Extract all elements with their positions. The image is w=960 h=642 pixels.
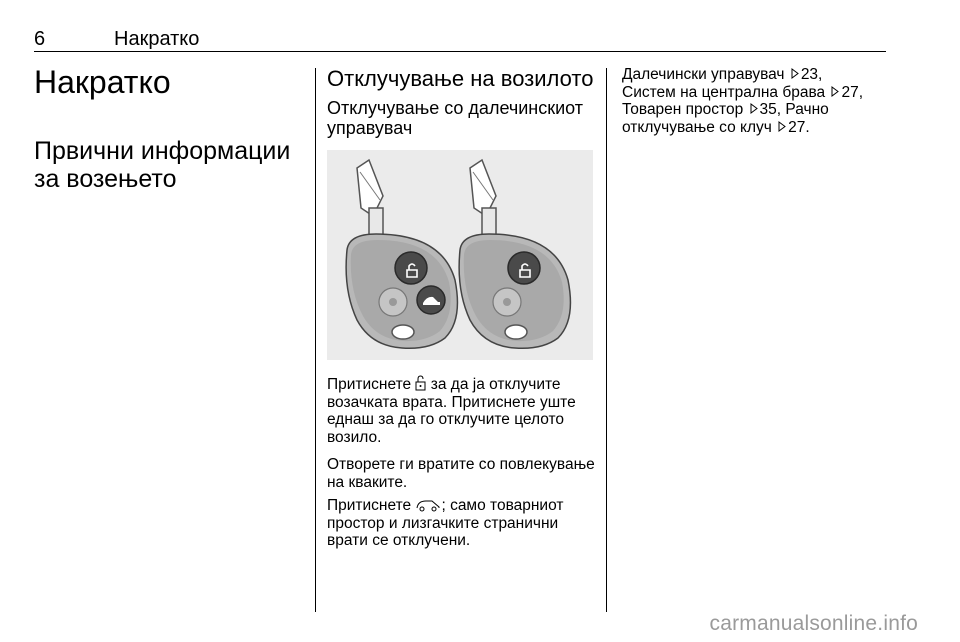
reference-page: 27. [788, 118, 810, 136]
triangle-reference-icon [750, 103, 758, 114]
watermark: carmanualsonline.info [709, 612, 918, 635]
cross-references: Далечински управувач 23, Систем на централна брава 27, Товарен простор 35, Рачно отклучување со клуч 27. [622, 66, 864, 136]
remote-unlock-subheading: Отклучување со далечинскиот управувач [327, 98, 584, 138]
page-header [34, 28, 886, 52]
reference-page: 35, Рачно отклучување со клуч [622, 101, 829, 136]
header-divider [34, 51, 886, 52]
triangle-reference-icon [791, 68, 799, 79]
page-number: 6 [34, 28, 46, 50]
column-divider-2 [606, 68, 607, 612]
section-subtitle: Првични информации за возењето [34, 137, 291, 193]
paragraph-unlock-cargo: Притиснете ; само товарниот простор и лизгачките странични врати се отклучени. [327, 497, 564, 549]
running-title: Накратко [114, 28, 200, 50]
column-divider-1 [315, 68, 316, 612]
reference-page: 23, [800, 66, 823, 83]
triangle-reference-icon [778, 121, 786, 132]
unlocking-heading: Отклучување на возилото [327, 66, 594, 91]
section-title: Накратко [34, 64, 171, 100]
reference-page: 27, [841, 83, 864, 101]
van-icon [415, 498, 441, 512]
triangle-reference-icon [831, 86, 839, 97]
remote-keys-illustration [327, 150, 593, 360]
paragraph-open-doors: Отворете ги вратите со повлекување на кваките. [327, 456, 595, 491]
paragraph-unlock-driver-door: Притиснете за да ја отклучите возачката врата. Притиснете уште еднаш за да го отклучите целото возило. [327, 376, 576, 446]
padlock-open-icon [415, 375, 426, 391]
